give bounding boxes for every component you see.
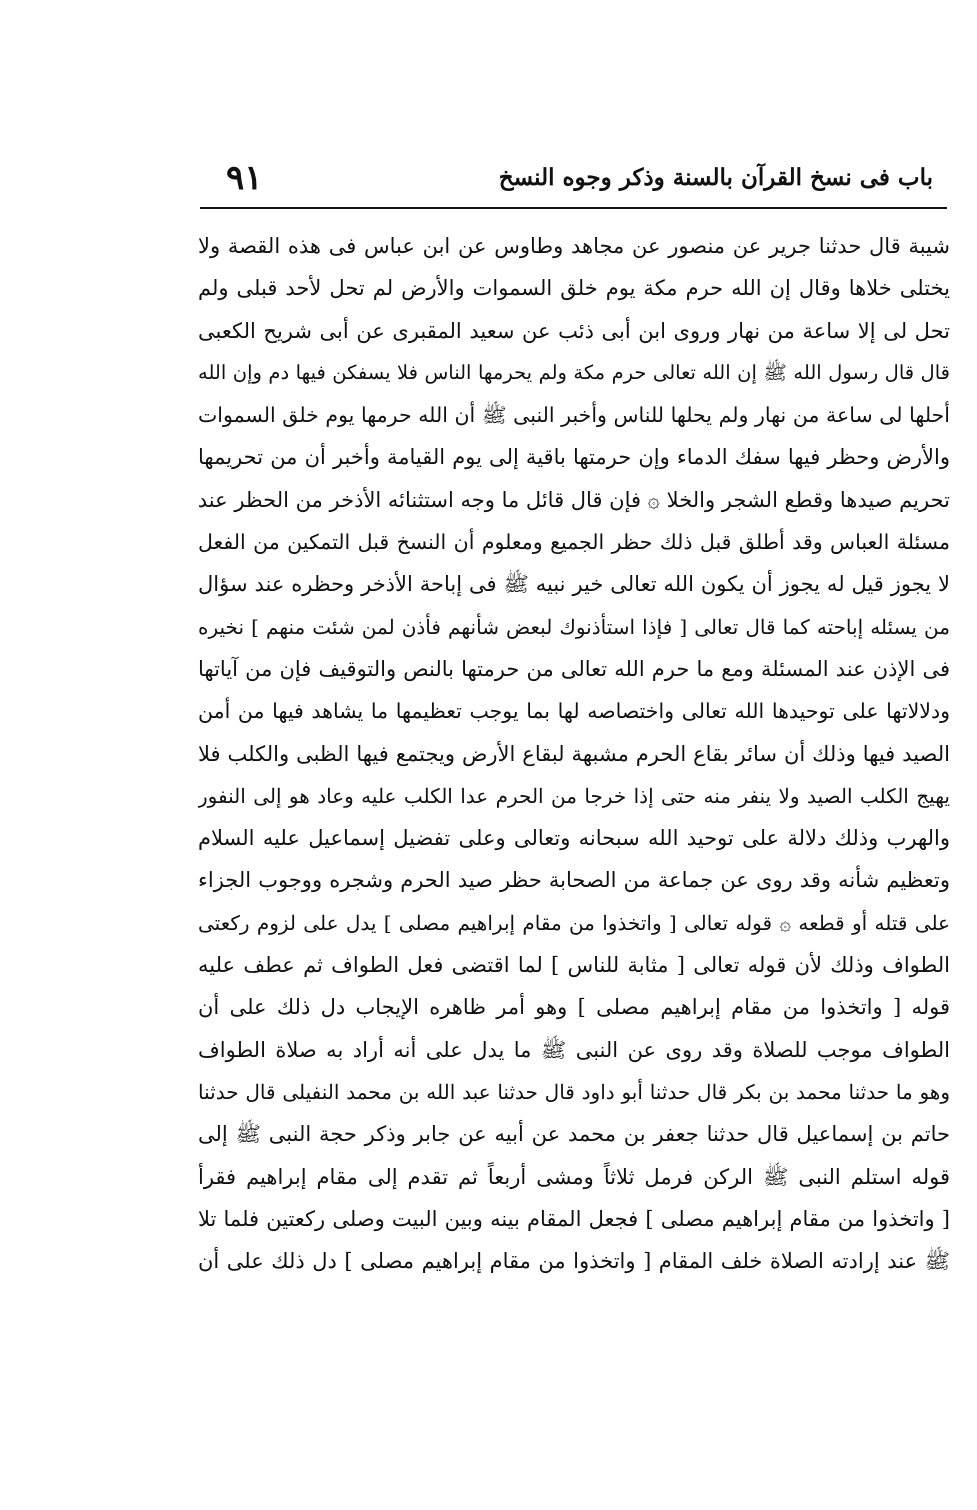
- text-line: وتعظيم شأنه وقد روى عن جماعة من الصحابة حظر صيد الحرم وشجره ووجوب الجزاء: [198, 868, 950, 893]
- text-line: الطواف وذلك لأن قوله تعالى [ مثابة للناس ] لما اقتضى فعل الطواف ثم عطف عليه: [198, 953, 950, 978]
- text-line: لا يجوز قيل له يجوز أن يكون الله تعالى خير نبيه ﷺ فى إباحة الأذخر وحظره عند سؤال: [198, 572, 950, 597]
- text-line: يختلى خلاها وقال إن الله حرم مكة يوم خلق السموات والأرض لم تحل لأحد قبلى ولم: [198, 276, 950, 301]
- text-line: الطواف موجب للصلاة وقد روى عن النبى ﷺ ما يدل على أنه أراد به صلاة الطواف: [198, 1037, 950, 1062]
- page-header: [200, 158, 945, 206]
- text-line: تحل لى إلا ساعة من نهار وروى ابن أبى ذئب عن سعيد المقبرى عن أبى شريح الكعبى: [198, 318, 950, 343]
- text-line: من يسئله إباحته كما قال تعالى [ فإذا استأذنوك لبعض شأنهم فأذن لمن شئت منهم ] نخيره: [198, 614, 950, 639]
- text-line: والأرض وحظر فيها سفك الدماء وإن حرمتها باقية إلى يوم القيامة وأخبر أن من تحريمها: [198, 445, 950, 470]
- text-line: يهيج الكلب الصيد ولا ينفر منه حتى إذا خرجا من الحرم عدا الكلب عليه وعاد هو إلى النفور: [198, 783, 950, 808]
- text-line: شيبة قال حدثنا جرير عن منصور عن مجاهد وطاوس عن ابن عباس فى هذه القصة ولا: [198, 234, 950, 258]
- text-line: ﷺ عند إرادته الصلاة خلف المقام [ واتخذوا من مقام إبراهيم مصلى ] دل ذلك على أن: [198, 1249, 950, 1274]
- body-text: [198, 225, 950, 1282]
- text-line: الصيد فيها وذلك أن سائر بقاع الحرم مشبهة لبقاع الأرض ويجتمع فيها الظبى والكلب فلا: [198, 741, 950, 766]
- running-title: باب فى نسخ القرآن بالسنة وذكر وجوه النسخ: [498, 164, 933, 191]
- text-line: قوله استلم النبى ﷺ الركن فرمل ثلاثاً ومشى أربعاً ثم تقدم إلى مقام إبراهيم فقرأ: [198, 1164, 950, 1189]
- text-line: وهو ما حدثنا محمد بن بكر قال حدثنا أبو داود قال حدثنا عبد الله بن محمد النفيلى قال حدثنا: [198, 1079, 950, 1104]
- text-line: أحلها لى ساعة من نهار ولم يحلها للناس وأخبر النبى ﷺ أن الله حرمها يوم خلق السموات: [198, 403, 950, 428]
- page-number: ٩١: [226, 158, 263, 198]
- text-line: قوله [ واتخذوا من مقام إبراهيم مصلى ] وهو أمر ظاهره الإيجاب دل ذلك على أن: [198, 995, 950, 1020]
- text-line: ودلالاتها على توحيدها الله تعالى واختصاصه لها بما يوجب تعظيمها ما يشاهد فيها من أمن: [198, 699, 950, 724]
- header-rule: [200, 207, 947, 209]
- text-line: على قتله أو قطعه ۞ قوله تعالى [ واتخذوا من مقام إبراهيم مصلى ] يدل على لزوم ركعتى: [198, 910, 950, 935]
- text-line: مسئلة العباس وقد أطلق قبل ذلك حظر الجميع ومعلوم أن النسخ قبل التمكين من الفعل: [198, 530, 950, 555]
- text-line: قال قال رسول الله ﷺ إن الله تعالى حرم مكة ولم يحرمها الناس فلا يسفكن فيها دم وإن الله: [198, 360, 950, 384]
- text-line: والهرب وذلك دلالة على توحيد الله سبحانه وتعالى وعلى تفضيل إسماعيل عليه السلام: [198, 826, 950, 851]
- text-line: فى الإذن عند المسئلة ومع ما حرم الله تعالى من حرمتها بالنص والتوقيف فإن من آياتها: [198, 656, 950, 681]
- text-line: حاتم بن إسماعيل قال حدثنا جعفر بن محمد عن أبيه عن جابر وذكر حجة النبى ﷺ إلى: [198, 1122, 950, 1147]
- text-line: تحريم صيدها وقطع الشجر والخلا ۞ فإن قال قائل ما وجه استثنائه الأذخر من الحظر عند: [198, 487, 950, 512]
- text-line: [ واتخذوا من مقام إبراهيم مصلى ] فجعل المقام بينه وبين البيت وصلى ركعتين فلما تلا: [198, 1206, 950, 1231]
